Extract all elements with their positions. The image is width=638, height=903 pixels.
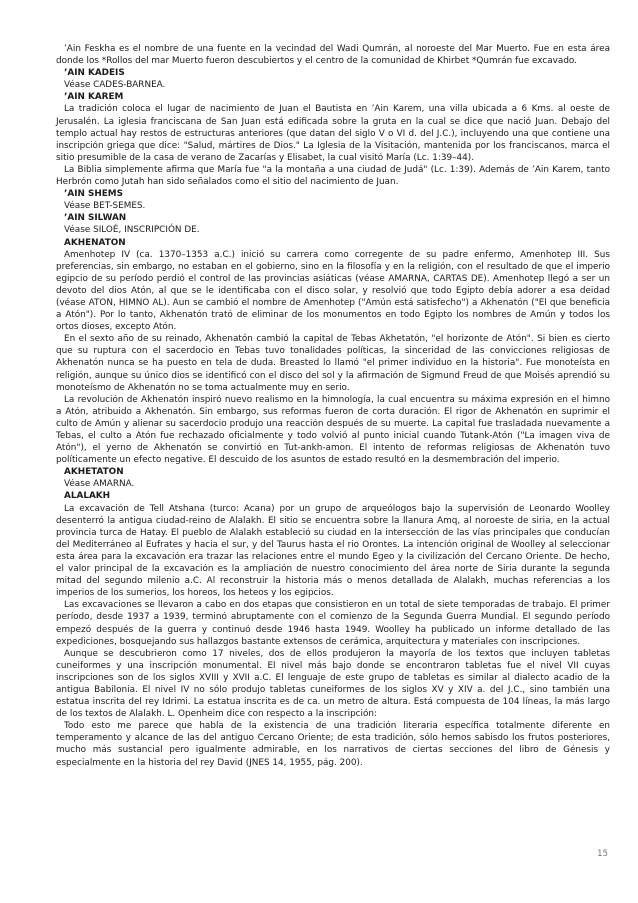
quotation: Todo esto me parece que habla de la existencia de una tradición literaria específica totalmente diferente en temperamento y alcance de las del antiguo Cercano Oriente; de esta tradición, sólo hemos sabisdo los frutos posteriores, mucho más sustancial pero igualmente admirable, en los narrativos de ciertas secciones del libro de Génesis y especialmente en la historia del rey David (JNES 14, 1955, pág. 200). [56,721,610,768]
heading-ain-silwan: ’AIN SILWAN [64,213,127,224]
paragraph: Amenhotep IV (ca. 1370–1353 a.C.) inició su carrera como corregente de su padre enfermo, Amenhotep III. Sus preferencias, sin embargo, no estaban en el gobierno, sino en la filosofía y en la religión, con el resultado de que el imperio egipcio de su período perdió el control de las provincias asiáticas (véase AMARNA, CARTAS DE). Amenhotep llegó a ser un devoto del dios Atón, al que se le identificaba con el disco solar, y resolvió que todo Egipto debía adorer a esa deidad (véase ATON, HIMNO AL). Aun se cambió el nombre de Amenhotep ("Amún está satisfecho") a Akhenatón ("El que beneficia a Atón"). Por lo tanto, Akhenatón trató de eliminar de los monumentos en todo Egipto los nombres de Amún y todos los ortos dioses, excepto Atón. [56,249,610,333]
paragraph: La excavación de Tell Atshana (turco: Acana) por un grupo de arqueólogos bajo la supervisión de Leonardo Woolley desenterró la antigua ciudad-reino de Alalakh. El sitio se encuentra sobre la llanura Amq, al noroeste de siria, en la actual provincia turca de Hatay. El pueblo de Alalakh estableció su ciudad en la intersección de las vías principales que conducían del Mediterráneo al Eufrates y hacia el sur, y del Taurus hasta el rio Orontes. La intención original de Woolley al seleccionar esta área para la excavación era trazar las relaciones entre el mundo Egeo y la civilización del Cercano Oriente. De hecho, el valor principal de la excavación es la ampliación de nuestro conocimiento del área norte de Siria durante la segunda mitad del segundo milenio a.C. Al reconstruir la historia más o menos detallada de Alalakh, muchas referencias a los imperios de los sumerios, los horeos, los heteos y los egipcios. [56,503,610,599]
heading-ain-shems: ’AIN SHEMS [64,189,123,200]
cross-reference: Véase SILOÉ, INSCRIPCIÓN DE. [64,225,200,236]
paragraph: Aunque se descubrieron como 17 niveles, dos de ellos produjeron la mayoría de los textos que incluyen tabletas cuneiformes y una inscripción monumental. El nivel más bajo donde se encontraron tabletas fue el nivel VII cuyas inscripciones son de los siglos XVIII y XVII a.C. El lenguaje de este grupo de tabletas es similar al dialecto acadio de la antigua Babilonia. El nivel IV no sólo produjo tabletas cuneiformes de los siglos XV y XIV a. del J.C., sino también una estatua inscrita del rey Idrimi. La estatua inscrita es de ca. un metro de altura. Está compuesta de 104 líneas, la más largo de los textos de Alalakh. L. Openheim dice con respecto a la inscripción: [56,648,610,720]
page-number: 15 [597,849,608,859]
heading-akhetaton: AKHETATON [64,467,124,478]
cross-reference: Véase AMARNA. [64,479,135,490]
paragraph: La revolución de Akhenatón inspiró nuevo realismo en la himnología, la cual encuentra su máxima expresión en el himno a Atón, atribuido a Akhenatón. Sin embargo, sus reformas fueron de corta duración. El rigor de Akhenatón en suprimir el culto de Amún y alienar su sacerdocio produjo una reacción después de su muerte. La capital fue trasladada nuevamente a Tebas, el culto a Atón fue rechazado oficialmente y todo volvió al punto inicial cuando Tutank-Atón ("La imagen viva de Atón"), el yerno de Akhenatón se convirtió en Tut-ankh-amon. El intento de reformas religiosas de Akhenatón tuvo políticamente un efecto negative. El descuido de los asuntos de estado resultó en la desmembración del imperio. [56,394,610,466]
heading-ain-kadeis: ’AIN KADEIS [64,68,125,79]
paragraph: Las excavaciones se llevaron a cabo en dos etapas que consistieron en un total de siete temporadas de trabajo. El primer período, desde 1937 a 1939, terminó abruptamente con el comienzo de la Segunda Guerra Mundial. El segundo período empezó después de la guerra y continuó desde 1946 hasta 1949. Woolley ha publicado un informe detallado de las expediciones, bosquejando sus hallazgos bastante extensos de cerámica, arquitectura y materiales con inscripciones. [56,600,610,647]
heading-akhenaton: AKHENATON [64,237,126,248]
heading-alalakh: ALALAKH [64,491,111,502]
cross-reference: Véase BET-SEMES. [64,201,146,212]
cross-reference: Véase CADES-BARNEA. [64,80,166,91]
paragraph: En el sexto año de su reinado, Akhenatón cambió la capital de Tebas Akhetatón, "el horizonte de Atón". Si bien es cierto que su ruptura con el sacerdocio en Tebas tuvo tonalidades políticas, la sinceridad de las convicciones religiosas de Akhenatón nunca se ha puesto en tela de duda. Breasted lo llamó "el primer individuo en la historia". Fue monoteísta en religión, aunque su único dios se identificó con el disco del sol y la afirmación de Sigmund Freud de que Moisés aprendió su monoteísmo de Akhenatón no se toma actualmente muy en serio. [56,334,610,393]
paragraph: La Biblia simplemente afirma que María fue "a la montaña a una ciudad de Judá" (Lc. 1:39). Además de ’Ain Karem, tanto Herbrón como Jutah han sido señalados como el sitio del nacimiento de Juan. [56,164,610,188]
paragraph-ain-feskha: ’Ain Feskha es el nombre de una fuente en la vecindad del Wadi Qumrán, al noroeste del Mar Muerto. Fue en esta área donde los *Rollos del mar Muerto fueron descubiertos y el centro de la comunidad de Khirbet *Qumrán fue excavado. [56,44,610,67]
page-body [56,43,610,769]
heading-ain-karem: ’AIN KAREM [64,92,124,103]
paragraph: La tradición coloca el lugar de nacimiento de Juan el Bautista en ’Ain Karem, una villa ubicada a 6 Kms. al oeste de Jerusalén. La iglesia franciscana de San Juan está edificada sobre la gruta en la cual se dice que nació Juan. Debajo del templo actual hay restos de estructuras anteriores (que datan del siglo V o VI d. del J.C.), incluyendo una que contiene una inscripción griega que dice: "Salud, mártires de Dios." La Iglesia de la Visitación, mantenida por los franciscanos, marca el sitio presumible de la casa de verano de Zacarías y Elisabet, la cual visitó María (Lc. 1:39–44). [56,104,610,163]
